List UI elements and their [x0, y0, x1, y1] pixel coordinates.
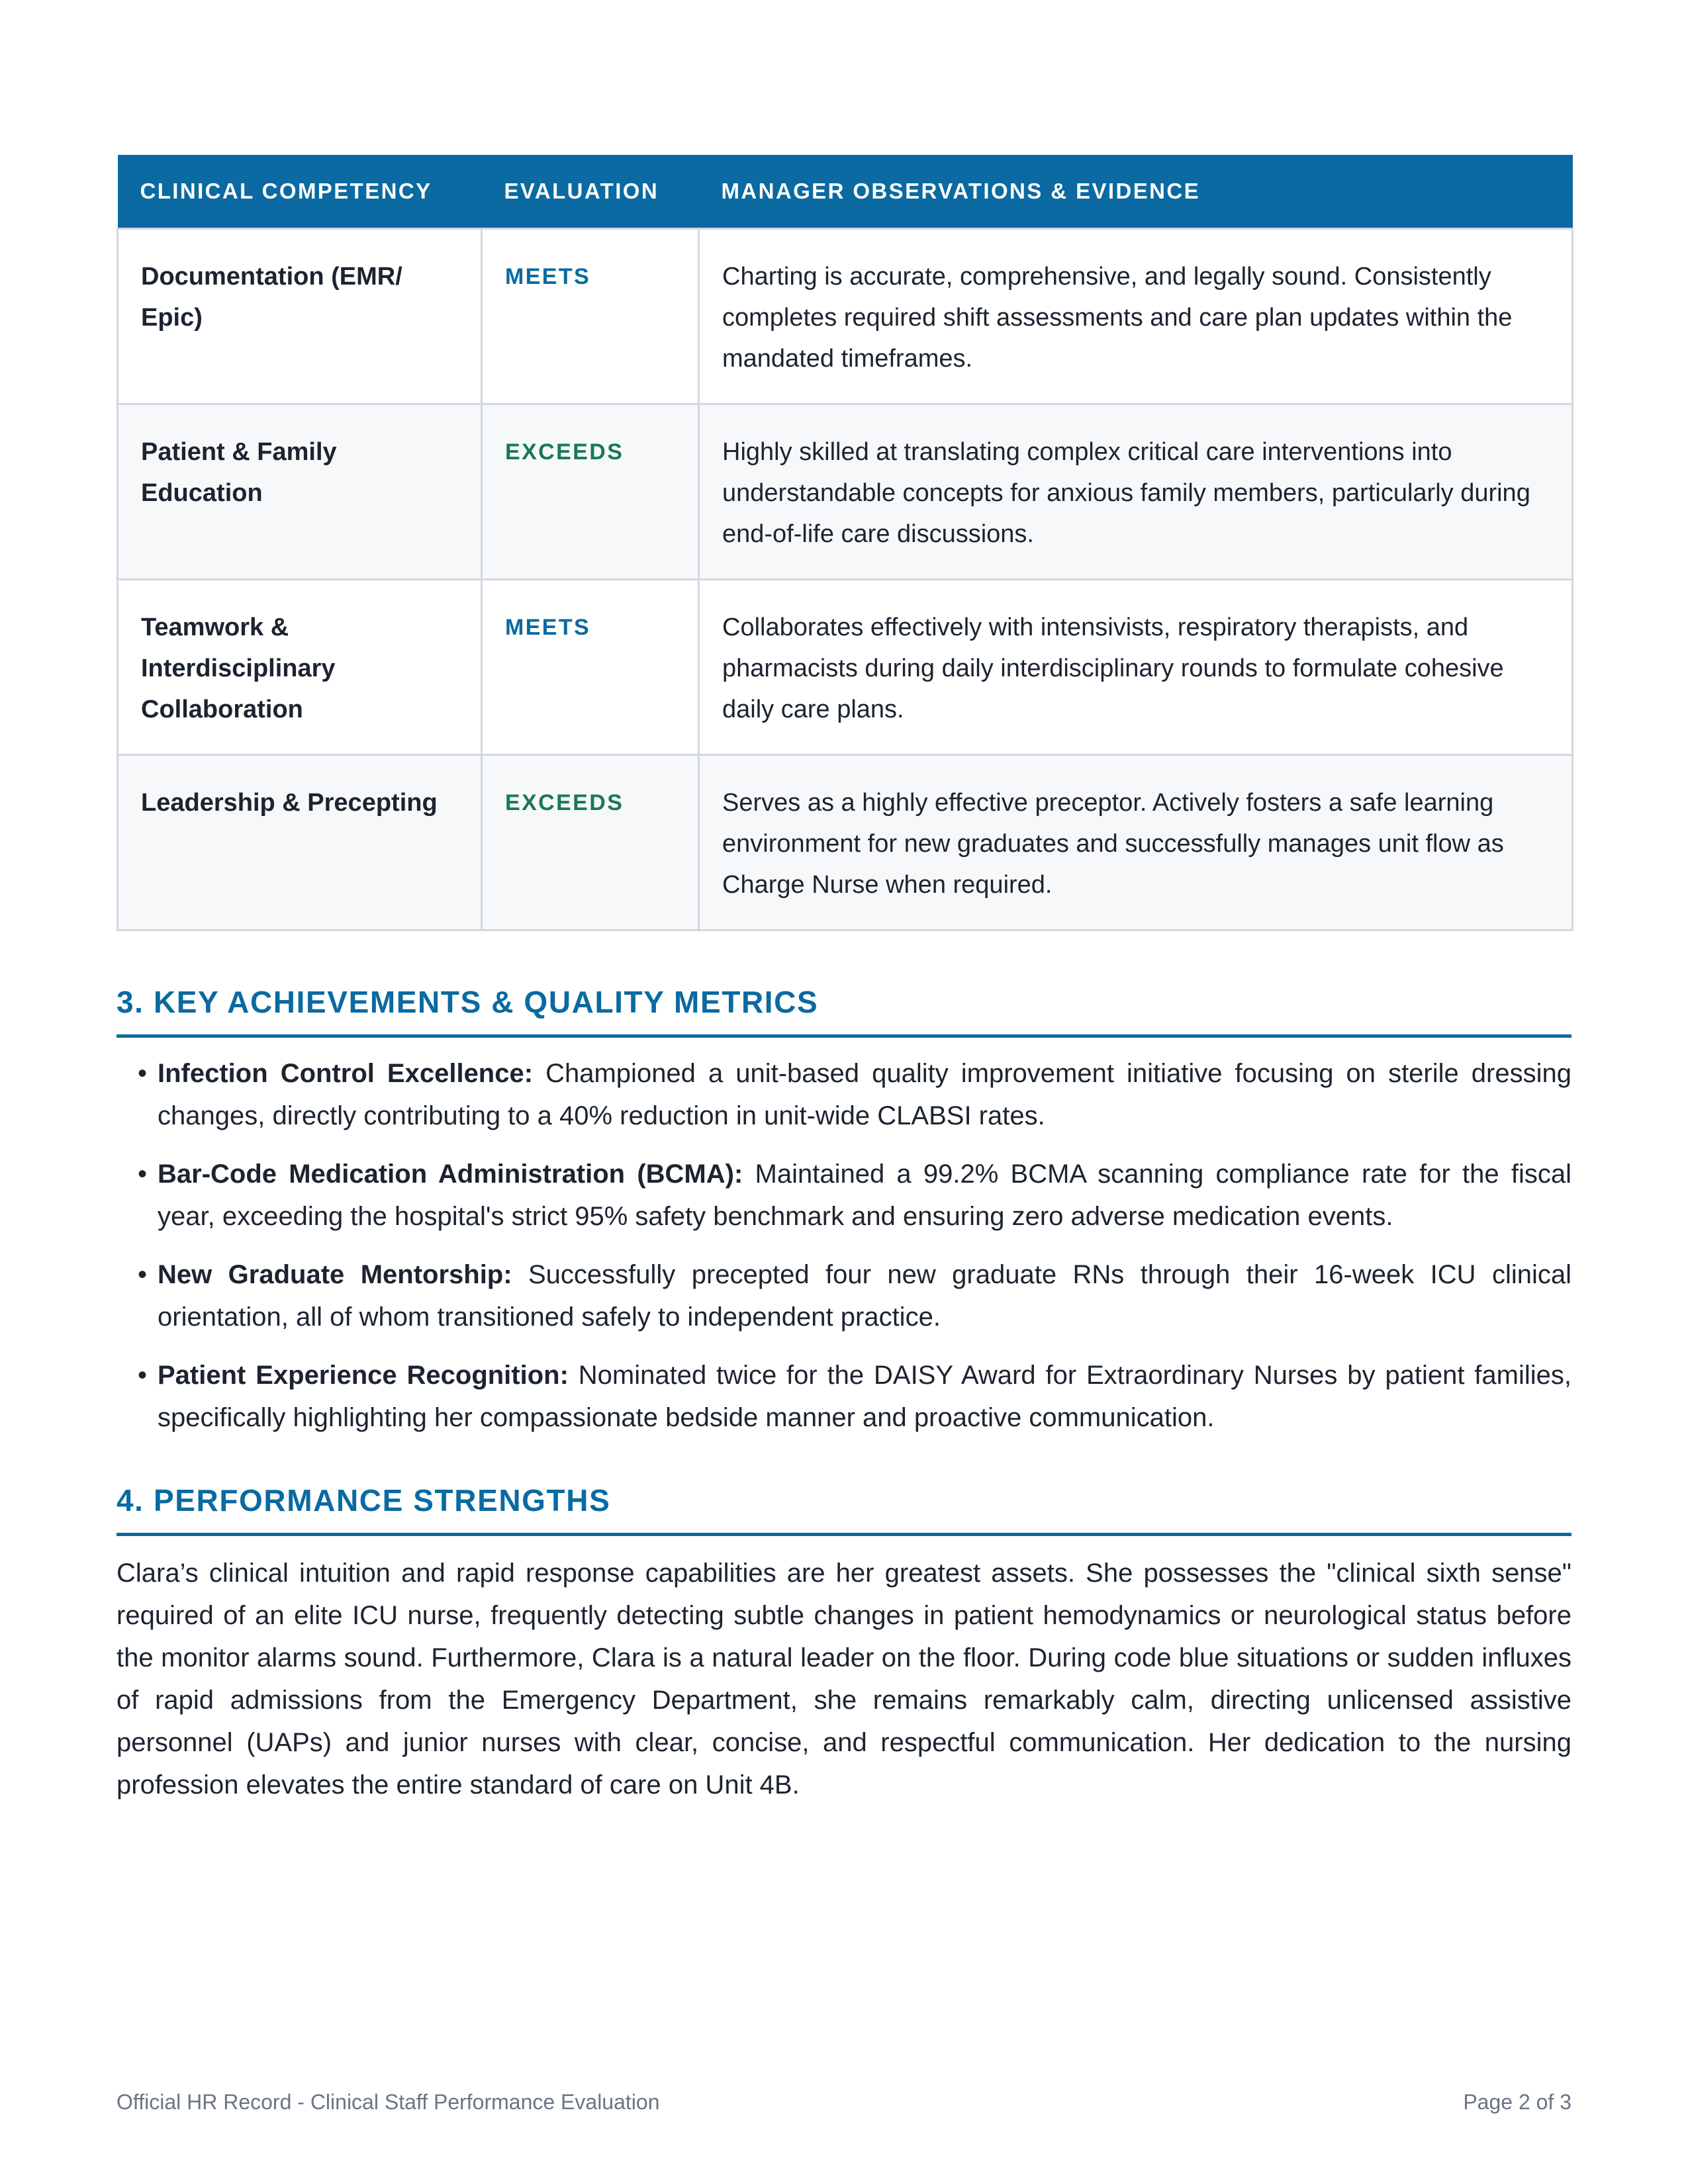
observation-text: Serves as a highly effective preceptor. Actively fosters a safe learning environment for new graduates and successfully manages unit flow as Charge Nurse when required. [699, 755, 1573, 931]
footer-record-label: Official HR Record - Clinical Staff Performance Evaluation [117, 2090, 660, 2114]
rating-badge: EXCEEDS [482, 755, 699, 931]
observation-text: Charting is accurate, comprehensive, and legally sound. Consistently completes required shift assessments and care plan updates within the mandated timeframes. [699, 229, 1573, 404]
observation-text: Collaborates effectively with intensivists, respiratory therapists, and pharmacists during daily interdisciplinary rounds to formulate cohesive daily care plans. [699, 580, 1573, 755]
header-evaluation: EVALUATION [482, 155, 699, 229]
table-row [118, 580, 1573, 755]
competency-name: Patient & Family Education [118, 404, 482, 580]
bullet-icon: • [138, 1260, 148, 1289]
achievement-label: Infection Control Excellence: [158, 1059, 534, 1088]
section-title-strengths: 4. PERFORMANCE STRENGTHS [117, 1482, 1571, 1536]
page-footer [117, 2090, 1571, 2115]
achievements-list [117, 1052, 1571, 1439]
table-row [118, 229, 1573, 404]
achievements-section [117, 984, 1571, 1439]
competency-name: Leadership & Precepting [118, 755, 482, 931]
achievement-label: New Graduate Mentorship: [158, 1260, 512, 1289]
header-competency: CLINICAL COMPETENCY [118, 155, 482, 229]
achievement-label: Bar-Code Medication Administration (BCMA): [158, 1160, 743, 1189]
bullet-icon: • [138, 1160, 148, 1189]
achievement-text: Championed a unit-based quality improvement initiative focusing on sterile dressing changes, directly contributing to a 40% reduction in unit-wide CLABSI rates. [158, 1059, 1571, 1130]
strengths-paragraph: Clara’s clinical intuition and rapid response capabilities are her greatest assets. She possesses the "clinical sixth sense" required of an elite ICU nurse, frequently detecting subtle changes in patient hemodynamics or neurological status before the monitor alarms sound. Furthermore, Clara is a natural leader on the floor. During code blue situations or sudden influxes of rapid admissions from the Emergency Department, she remains remarkably calm, directing unlicensed assistive personnel (UAPs) and junior nurses with clear, concise, and respectful communication. Her dedication to the nursing profession elevates the entire standard of care on Unit 4B. [117, 1559, 1571, 1799]
table-row [118, 404, 1573, 580]
evaluation-page [117, 155, 1571, 1806]
competency-name: Documentation (EMR/ Epic) [118, 229, 482, 404]
competency-table-header [118, 155, 1573, 229]
bullet-icon: • [138, 1361, 148, 1390]
rating-badge: MEETS [482, 229, 699, 404]
rating-badge: MEETS [482, 580, 699, 755]
achievement-text: Successfully precepted four new graduate RNs through their 16-week ICU clinical orientation, all of whom transitioned safely to independent practice. [158, 1260, 1571, 1332]
competency-table [117, 155, 1573, 931]
section-title-achievements: 3. KEY ACHIEVEMENTS & QUALITY METRICS [117, 984, 1571, 1038]
page-number: Page 2 of 3 [1463, 2090, 1571, 2114]
competency-name: Teamwork & Interdisciplinary Collaboration [118, 580, 482, 755]
header-observations: MANAGER OBSERVATIONS & EVIDENCE [699, 155, 1573, 229]
achievement-label: Patient Experience Recognition: [158, 1361, 569, 1390]
list-item [138, 1354, 1571, 1439]
list-item [138, 1253, 1571, 1338]
strengths-section [117, 1482, 1571, 1806]
list-item [138, 1052, 1571, 1137]
achievement-text: Nominated twice for the DAISY Award for Extraordinary Nurses by patient families, specifically highlighting her compassionate bedside manner and proactive communication. [158, 1361, 1571, 1432]
achievement-text: Maintained a 99.2% BCMA scanning compliance rate for the fiscal year, exceeding the hospital's strict 95% safety benchmark and ensuring zero adverse medication events. [158, 1160, 1572, 1231]
table-row [118, 755, 1573, 931]
observation-text: Highly skilled at translating complex critical care interventions into understandable concepts for anxious family members, particularly during end-of-life care discussions. [699, 404, 1573, 580]
list-item [138, 1153, 1571, 1238]
bullet-icon: • [138, 1059, 148, 1088]
rating-badge: EXCEEDS [482, 404, 699, 580]
